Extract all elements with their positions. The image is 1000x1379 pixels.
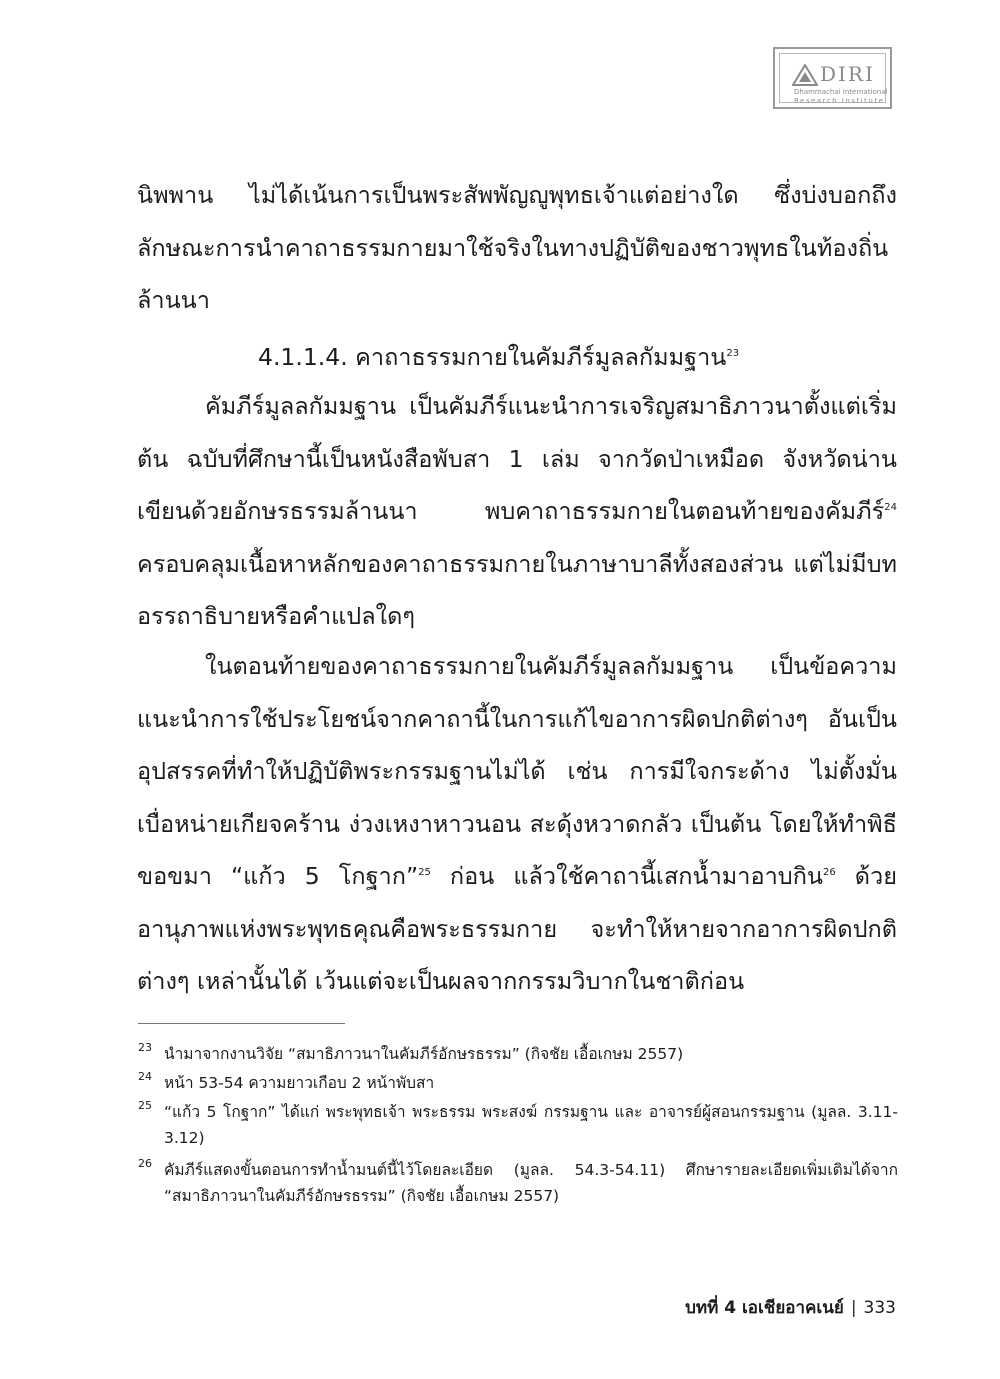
logo-subtitle-line2: Research Institute bbox=[794, 97, 885, 105]
paragraph-continued: นิพพาน ไม่ได้เน้นการเป็นพระสัพพัญญูพุทธเจ้าแต่อย่างใด ซึ่งบ่งบอกถึงลักษณะการนำคาถาธรรมกายมาใช้จริงในทางปฏิบัติของชาวพุทธในท้องถิ่นล้านนา bbox=[137, 181, 897, 314]
logo-frame bbox=[779, 53, 886, 103]
paragraph-3-text-a: ในตอนท้ายของคาถาธรรมกายในคัมภีร์มูลลกัมมฐาน เป็นข้อความแนะนำการใช้ประโยชน์จากคาถานี้ในการแก้ไขอาการผิดปกติต่างๆ อันเป็นอุปสรรคที่ทำให้ปฏิบัติพระกรรมฐานไม่ได้ เช่น การมีใจกระด้าง ไม่ตั้งมั่น เบื่อหน่ายเกียจคร้าน ง่วงเหงาหาวนอน สะดุ้งหวาดกลัว เป็นต้น โดยให้ทำพิธีขอขมา “แก้ว 5 โกฐาก” bbox=[137, 652, 897, 890]
logo-subtitle-line1: Dhammachai International bbox=[794, 88, 888, 96]
footnote-number: 25 bbox=[138, 1099, 152, 1112]
footnote-text: “แก้ว 5 โกฐาก” ได้แก่ พระพุทธเจ้า พระธรรม พระสงฆ์ กรรมฐาน และ อาจารย์ผู้สอนกรรมฐาน (มูลล. 3.11-3.12) bbox=[164, 1103, 898, 1147]
diri-logo bbox=[773, 47, 892, 109]
section-heading-text: 4.1.1.4. คาถาธรรมกายในคัมภีร์มูลลกัมมฐาน bbox=[258, 343, 727, 371]
footnote-text: คัมภีร์แสดงขั้นตอนการทำน้ำมนต์นี้ไว้โดยละเอียด (มูลล. 54.3-54.11) ศึกษารายละเอียดเพิ่มเติมได้จาก “สมาธิภาวนาในคัมภีร์อักษรธรรม” (กิจชัย เอื้อเกษม 2557) bbox=[164, 1161, 898, 1205]
footnote-divider bbox=[138, 1023, 345, 1024]
page-footer bbox=[640, 1294, 896, 1321]
footnote-number: 26 bbox=[138, 1157, 152, 1170]
footer-separator: | bbox=[850, 1298, 857, 1318]
section-heading bbox=[258, 331, 739, 383]
paragraph-3-text-b: ก่อน แล้วใช้คาถานี้เสกน้ำมาอาบกิน bbox=[430, 862, 823, 890]
paragraph-3-text-c: ด้วยอานุภาพแห่งพระพุทธคุณคือพระธรรมกาย จะทำให้หายจากอาการผิดปกติต่างๆ เหล่านั้นได้ เว้นแต่จะเป็นผลจากกรรมวิบากในชาติก่อน bbox=[137, 862, 897, 995]
footnote-ref-23[interactable]: 23 bbox=[726, 348, 740, 360]
paragraph-2-text-b: ครอบคลุมเนื้อหาหลักของคาถาธรรมกายในภาษาบาลีทั้งสองส่วน แต่ไม่มีบทอรรถาธิบายหรือคำแปลใดๆ bbox=[137, 549, 897, 630]
paragraph-usage bbox=[137, 640, 897, 1008]
footnote-text: หน้า 53-54 ความยาวเกือบ 2 หน้าพับสา bbox=[164, 1074, 435, 1092]
logo-word: DIRI bbox=[820, 62, 875, 86]
triangle-logo-icon bbox=[792, 64, 818, 86]
chapter-title: บทที่ 4 เอเชียอาคเนย์ bbox=[685, 1298, 844, 1318]
footnote-number: 24 bbox=[138, 1070, 152, 1083]
footnote-ref-26[interactable]: 26 bbox=[823, 867, 836, 879]
footnote-number: 23 bbox=[138, 1041, 152, 1054]
paragraph-2-text-a: คัมภีร์มูลลกัมมฐาน เป็นคัมภีร์แนะนำการเจริญสมาธิภาวนาตั้งแต่เริ่มต้น ฉบับที่ศึกษานี้เป็นหนังสือพับสา 1 เล่ม จากวัดป่าเหมือด จังหวัดน่าน เขียนด้วยอักษรธรรมล้านนา พบคาถาธรรมกายในตอนท้ายของคัมภีร์ bbox=[137, 392, 897, 525]
footnote-ref-25[interactable]: 25 bbox=[418, 867, 431, 879]
footnote-text: นำมาจากงานวิจัย “สมาธิภาวนาในคัมภีร์อักษรธรรม” (กิจชัย เอื้อเกษม 2557) bbox=[164, 1045, 684, 1063]
footnote-ref-24[interactable]: 24 bbox=[884, 502, 897, 514]
page-number: 333 bbox=[863, 1298, 896, 1318]
paragraph-mulla-kammathana bbox=[137, 380, 897, 643]
